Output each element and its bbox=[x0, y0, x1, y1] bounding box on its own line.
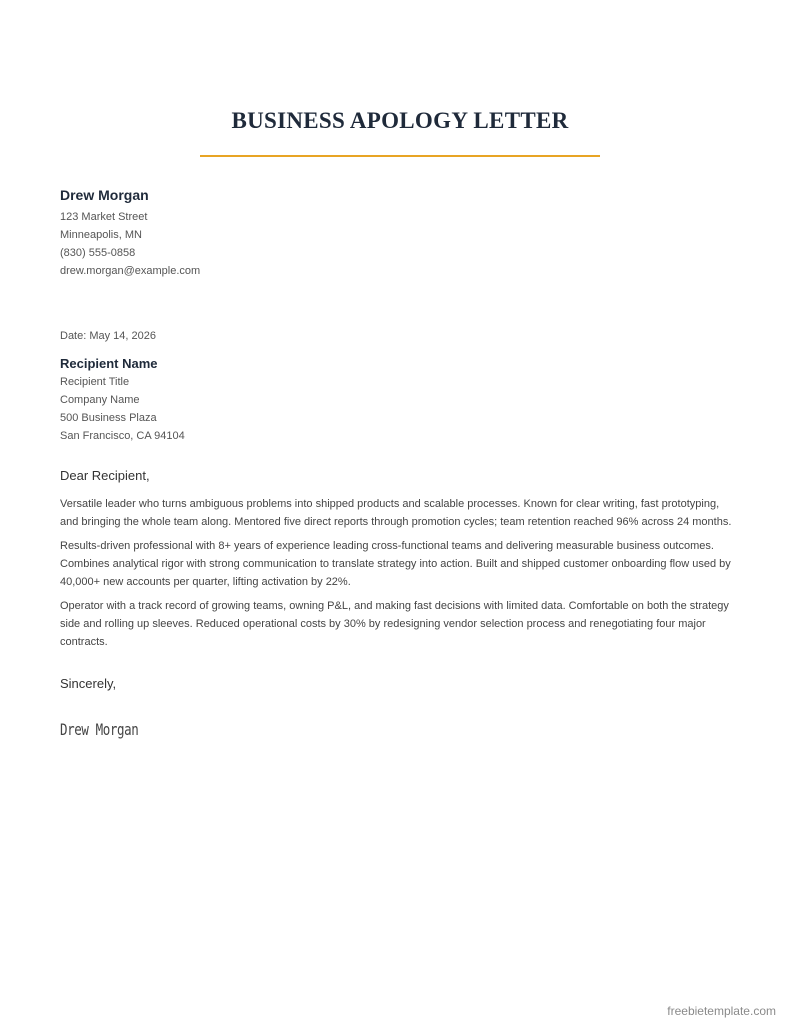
recipient-company: Company Name bbox=[60, 394, 140, 406]
body-paragraph: Versatile leader who turns ambiguous problems into shipped products and scalable processes. Known for clear writing, fast prototyping, and bringing the whole team along. Mentored five direct reports through promotion cycles; team retention reached 96% across 24 months. bbox=[60, 498, 732, 528]
title-divider bbox=[200, 155, 600, 157]
document-title: BUSINESS APOLOGY LETTER bbox=[231, 108, 569, 133]
sender-block bbox=[60, 186, 200, 280]
recipient-block bbox=[60, 355, 185, 445]
recipient-name: Recipient Name bbox=[60, 356, 158, 371]
sender-name: Drew Morgan bbox=[60, 187, 149, 203]
recipient-street: 500 Business Plaza bbox=[60, 412, 157, 424]
recipient-city: San Francisco, CA 94104 bbox=[60, 430, 185, 442]
recipient-title: Recipient Title bbox=[60, 376, 130, 388]
sender-phone: (830) 555-0858 bbox=[60, 247, 136, 259]
body-paragraph: Results-driven professional with 8+ years of experience leading cross-functional teams and delivering measurable business outcomes. Combines analytical rigor with strong communication to translate strategy into action. Built and shipped customer onboarding flow used by 40,000+ new accounts per quarter, lifting activation by 22%. bbox=[60, 540, 731, 588]
sender-street: 123 Market Street bbox=[60, 211, 148, 223]
signature: Drew Morgan bbox=[60, 720, 139, 739]
body-paragraph: Operator with a track record of growing teams, owning P&L, and making fast decisions with limited data. Comfortable on both the strategy side and rolling up sleeves. Reduced operational costs by 30% by redesigning vendor selection process and renegotiating four major contracts. bbox=[60, 600, 729, 648]
sender-city: Minneapolis, MN bbox=[60, 229, 142, 241]
letter-body bbox=[60, 495, 740, 657]
salutation: Dear Recipient, bbox=[60, 468, 150, 483]
sender-email: drew.morgan@example.com bbox=[60, 265, 201, 277]
closing: Sincerely, bbox=[60, 676, 117, 691]
letter-date: Date: May 14, 2026 bbox=[60, 330, 157, 342]
footer-watermark: freebietemplate.com bbox=[667, 1004, 776, 1018]
